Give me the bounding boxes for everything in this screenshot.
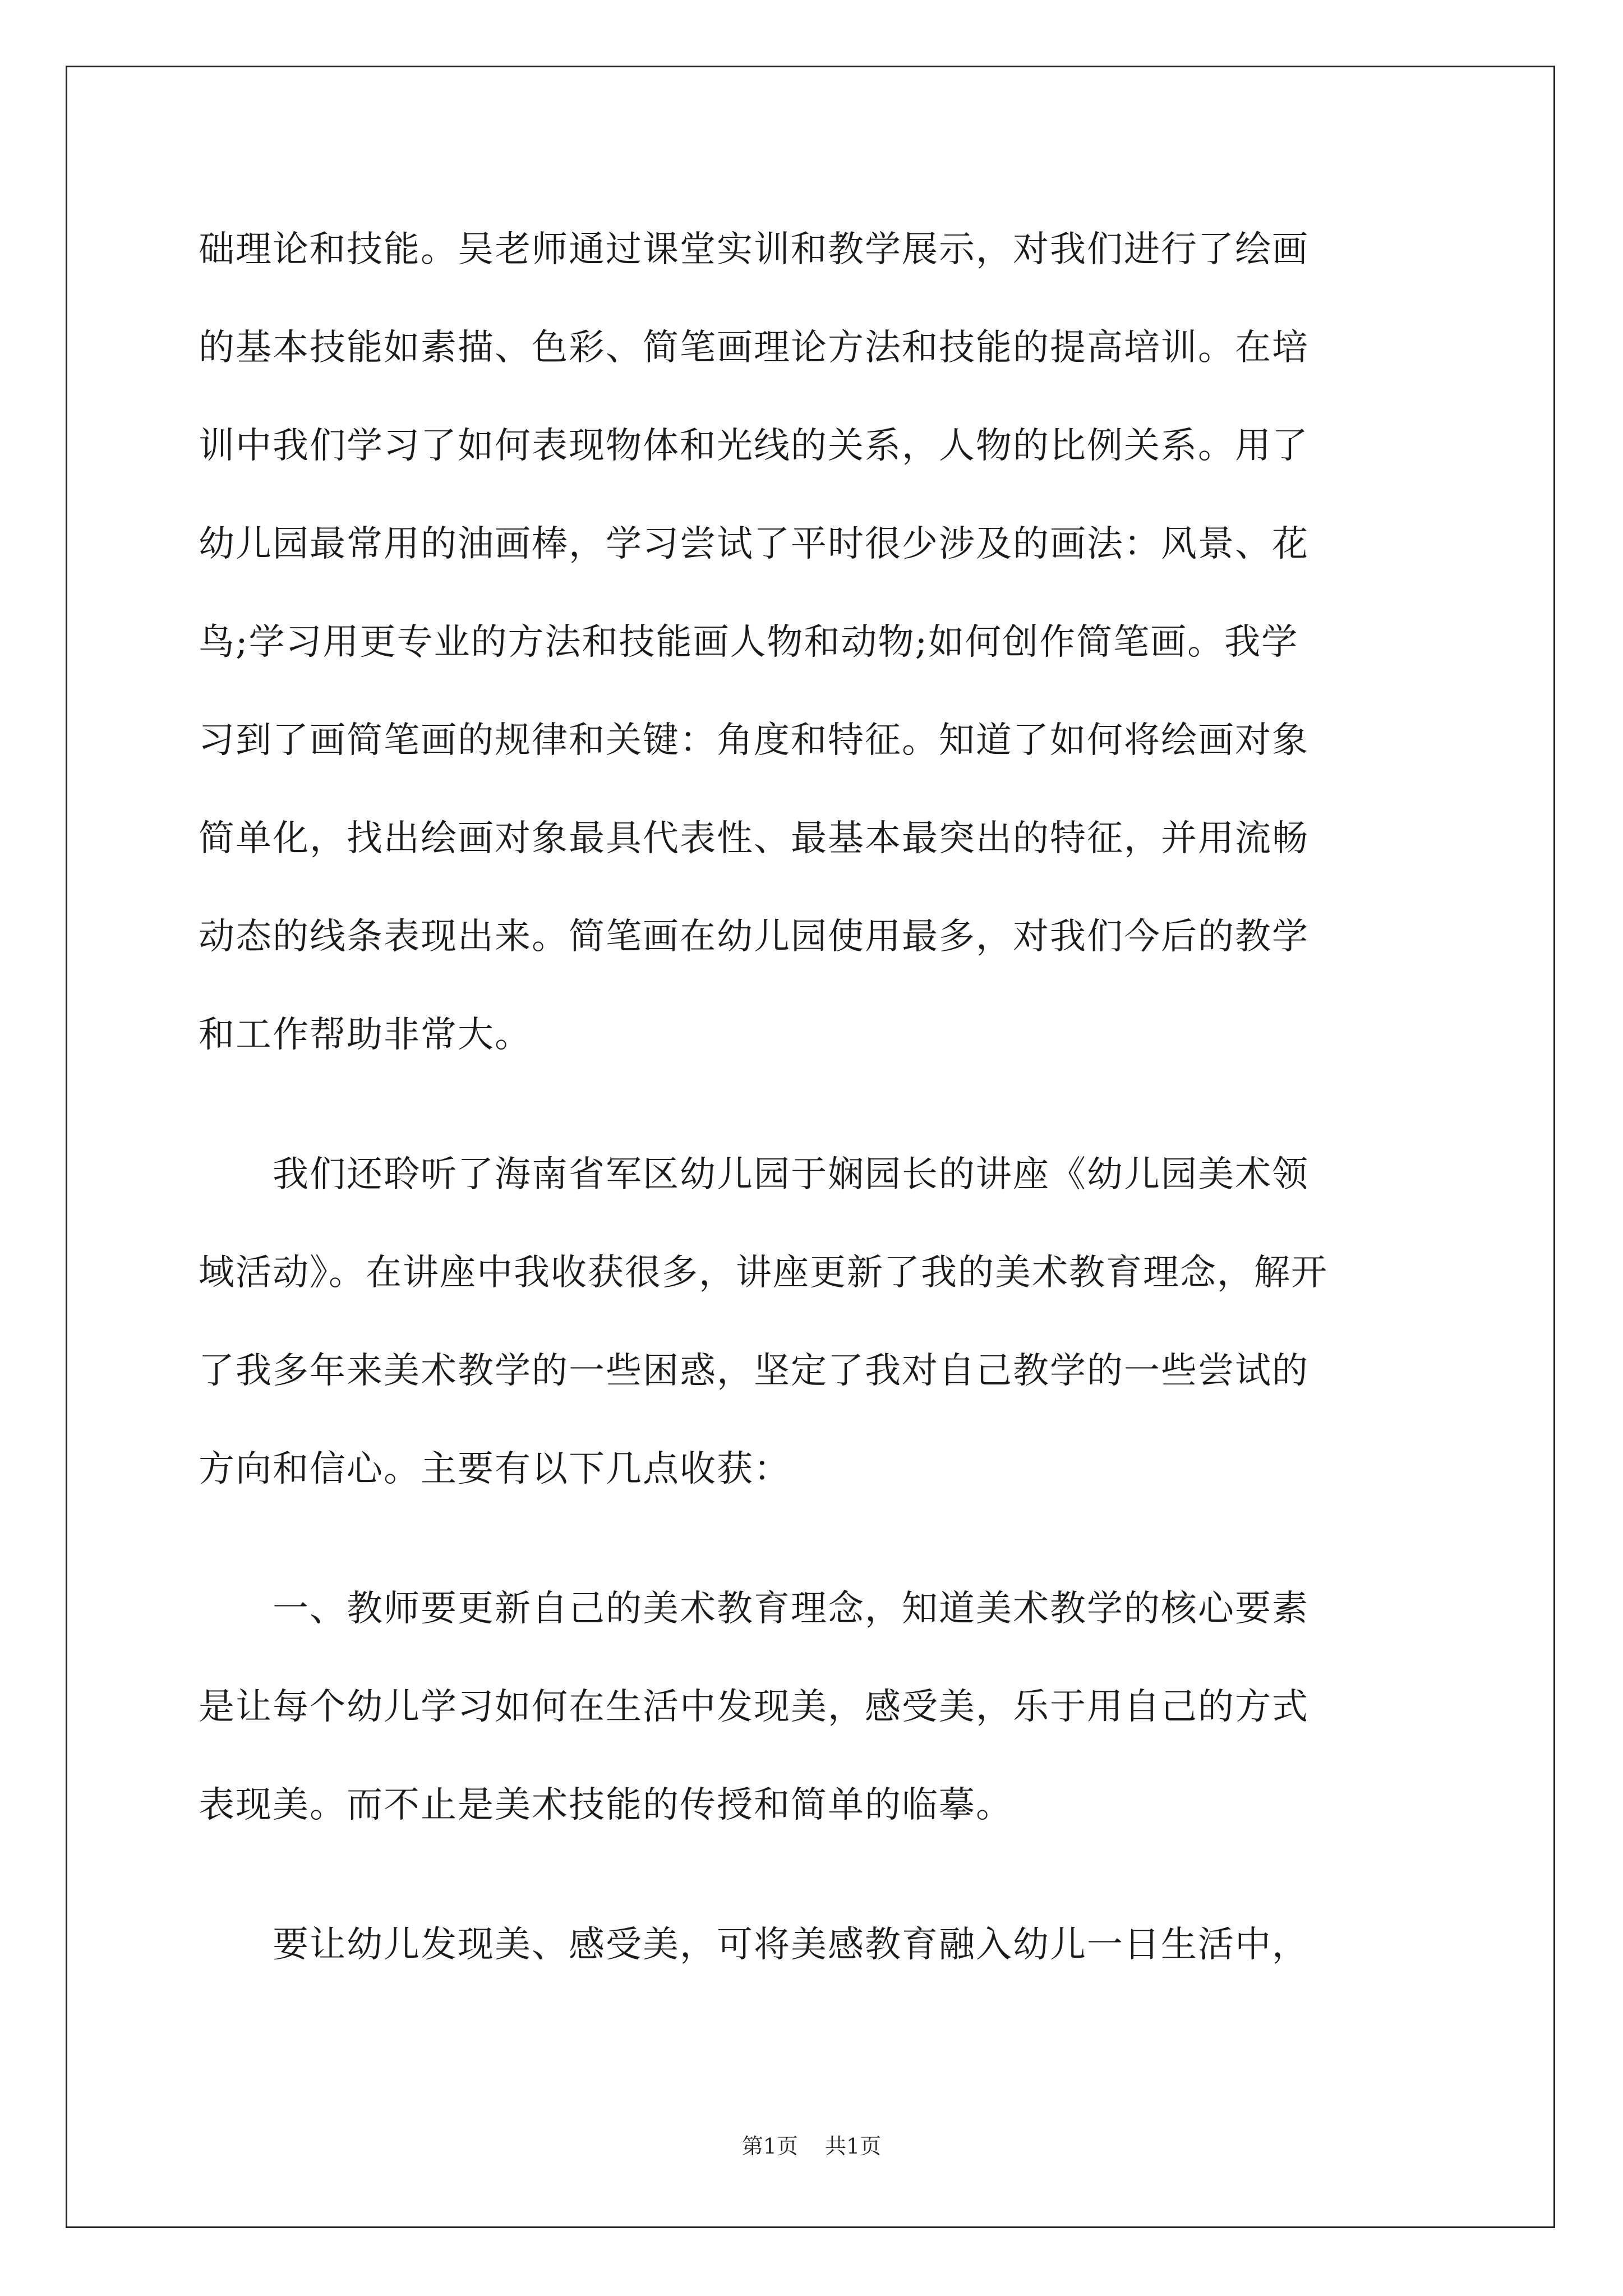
text-line: 简单化，找出绘画对象最具代表性、最基本最突出的特征，并用流畅 [199, 818, 1309, 859]
page-border [66, 66, 1555, 2228]
text-line: 鸟;学习用更专业的方法和技能画人物和动物;如何创作简笔画。我学 [199, 622, 1299, 663]
page-footer [0, 2133, 1623, 2159]
text-line: 表现美。而不止是美术技能的传授和简单的临摹。 [199, 1784, 1013, 1826]
text-line: 了我多年来美术教学的一些困惑，坚定了我对自己教学的一些尝试的 [199, 1350, 1309, 1392]
text-line: 础理论和技能。吴老师通过课堂实训和教学展示，对我们进行了绘画 [199, 229, 1309, 270]
text-line: 域活动》。在讲座中我收获很多，讲座更新了我的美术教育理念，解开 [199, 1252, 1328, 1294]
text-line: 训中我们学习了如何表现物体和光线的关系，人物的比例关系。用了 [199, 425, 1309, 467]
page-number: 第1页 [741, 2134, 798, 2159]
text-line: 的基本技能如素描、色彩、简笔画理论方法和技能的提高培训。在培 [199, 327, 1309, 369]
text-line: 和工作帮助非常大。 [199, 1014, 532, 1056]
text-line: 一、教师要更新自己的美术教育理念，知道美术教学的核心要素 [199, 1588, 1309, 1630]
text-line: 动态的线条表现出来。简笔画在幼儿园使用最多，对我们今后的教学 [199, 916, 1309, 958]
text-line: 是让每个幼儿学习如何在生活中发现美，感受美，乐于用自己的方式 [199, 1686, 1309, 1728]
text-line: 要让幼儿发现美、感受美，可将美感教育融入幼儿一日生活中， [199, 1924, 1309, 1966]
text-line: 习到了画简笔画的规律和关键：角度和特征。知道了如何将绘画对象 [199, 720, 1309, 761]
page-total: 共1页 [825, 2134, 882, 2159]
text-line: 我们还聆听了海南省军区幼儿园于娴园长的讲座《幼儿园美术领 [199, 1154, 1309, 1195]
text-line: 方向和信心。主要有以下几点收获： [199, 1448, 791, 1490]
text-line: 幼儿园最常用的油画棒，学习尝试了平时很少涉及的画法：风景、花 [199, 523, 1309, 565]
